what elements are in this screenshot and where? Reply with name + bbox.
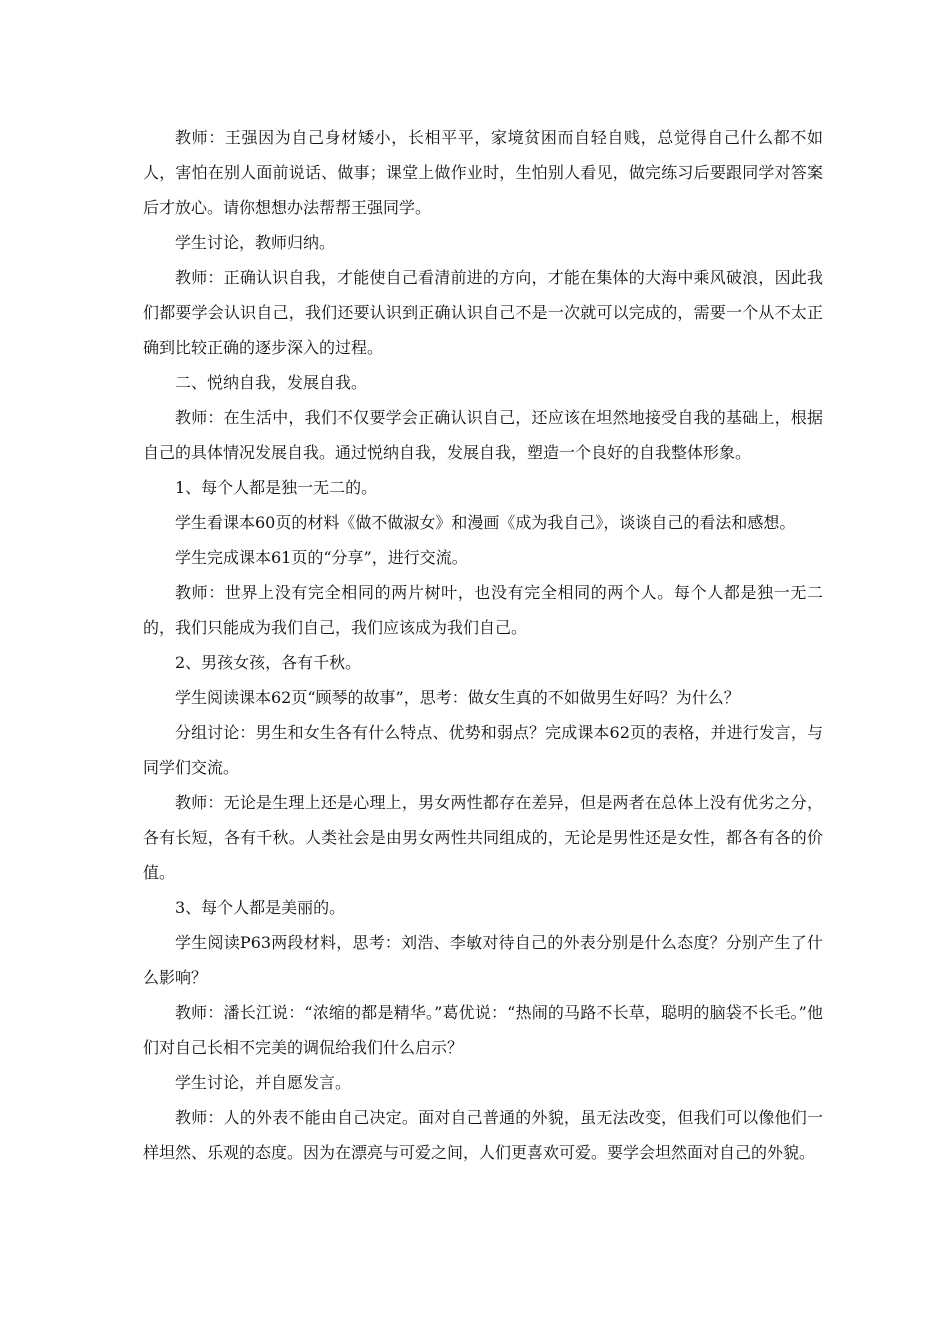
paragraph: 学生阅读P63两段材料，思考：刘浩、李敏对待自己的外表分别是什么态度？分别产生了什么影响？	[143, 933, 823, 987]
section-heading: 二、悦纳自我，发展自我。	[175, 373, 368, 392]
paragraph: 学生讨论，并自愿发言。	[175, 1073, 352, 1092]
subsection-heading: 3、每个人都是美丽的。	[175, 898, 346, 917]
paragraph: 分组讨论：男生和女生各有什么特点、优势和弱点？完成课本62页的表格，并进行发言，与同学们交流。	[143, 723, 823, 777]
paragraph: 教师：王强因为自己身材矮小，长相平平，家境贫困而自轻自贱，总觉得自己什么都不如人，害怕在别人面前说话、做事；课堂上做作业时，生怕别人看见，做完练习后要跟同学对答案后才放心。请你想想办法帮帮王强同学。	[143, 128, 823, 217]
paragraph: 学生阅读课本62页“顾琴的故事”，思考：做女生真的不如做男生好吗？为什么？	[175, 688, 740, 707]
paragraph: 教师：潘长江说：“浓缩的都是精华。”葛优说：“热闹的马路不长草，聪明的脑袋不长毛。”他们对自己长相不完美的调侃给我们什么启示？	[143, 1003, 823, 1057]
paragraph: 教师：无论是生理上还是心理上，男女两性都存在差异，但是两者在总体上没有优劣之分，各有长短，各有千秋。人类社会是由男女两性共同组成的，无论是男性还是女性，都各有各的价值。	[143, 793, 823, 882]
document-body	[143, 120, 823, 1170]
paragraph: 教师：正确认识自我，才能使自己看清前进的方向，才能在集体的大海中乘风破浪，因此我们都要学会认识自己，我们还要认识到正确认识自己不是一次就可以完成的，需要一个从不太正确到比较正确的逐步深入的过程。	[143, 268, 823, 357]
paragraph: 学生讨论，教师归纳。	[175, 233, 336, 252]
paragraph: 学生看课本60页的材料《做不做淑女》和漫画《成为我自己》，谈谈自己的看法和感想。	[175, 513, 796, 532]
paragraph: 教师：在生活中，我们不仅要学会正确认识自己，还应该在坦然地接受自我的基础上，根据自己的具体情况发展自我。通过悦纳自我，发展自我，塑造一个良好的自我整体形象。	[143, 408, 823, 462]
paragraph: 教师：世界上没有完全相同的两片树叶，也没有完全相同的两个人。每个人都是独一无二的，我们只能成为我们自己，我们应该成为我们自己。	[143, 583, 823, 637]
paragraph: 学生完成课本61页的“分享”，进行交流。	[175, 548, 468, 567]
subsection-heading: 1、每个人都是独一无二的。	[175, 478, 378, 497]
paragraph: 教师：人的外表不能由自己决定。面对自己普通的外貌，虽无法改变，但我们可以像他们一样坦然、乐观的态度。因为在漂亮与可爱之间，人们更喜欢可爱。要学会坦然面对自己的外貌。	[143, 1108, 823, 1162]
subsection-heading: 2、男孩女孩，各有千秋。	[175, 653, 362, 672]
